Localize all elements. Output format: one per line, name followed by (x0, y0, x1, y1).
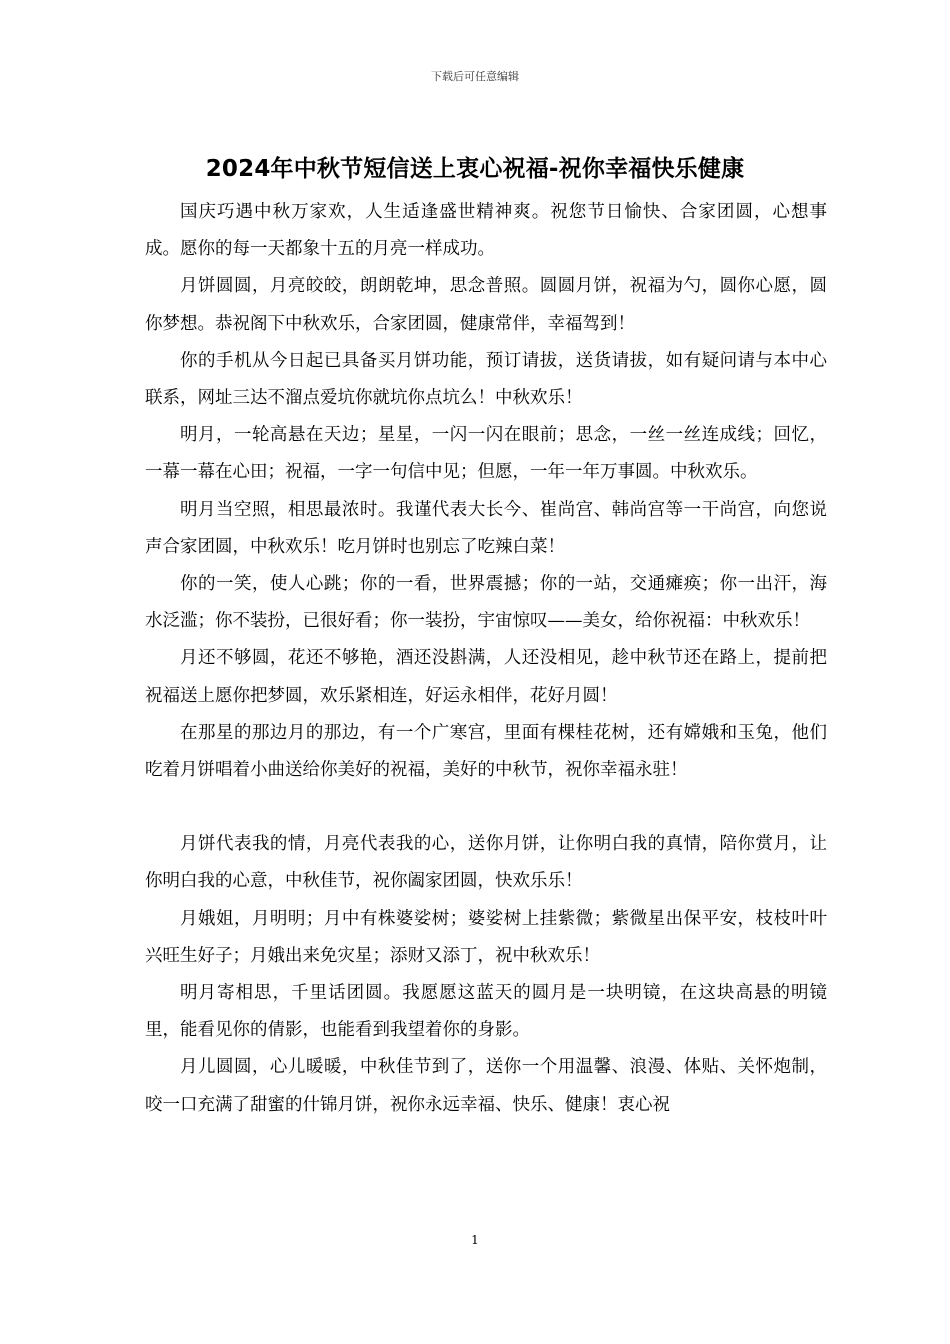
document-body (145, 194, 827, 1124)
paragraph-9: 月饼代表我的情，月亮代表我的心，送你月饼，让你明白我的真情，陪你赏月，让你明白我的心意，中秋佳节，祝你阖家团圆，快欢乐乐！ (145, 834, 827, 892)
paragraph-1: 国庆巧遇中秋万家欢，人生适逢盛世精神爽。祝您节日愉快、合家团圆，心想事成。愿你的每一天都象十五的月亮一样成功。 (145, 202, 827, 260)
paragraph-10: 月娥姐，月明明；月中有株婆娑树；婆娑树上挂紫微；紫微星出保平安，枝枝叶叶兴旺生好子；月娥出来免灾星；添财又添丁，祝中秋欢乐！ (145, 908, 827, 966)
document-title: 2024年中秋节短信送上衷心祝福-祝你幸福快乐健康 (205, 156, 745, 182)
paragraph-7: 月还不够圆，花还不够艳，酒还没斟满，人还没相见，趁中秋节还在路上，提前把祝福送上愿你把梦圆，欢乐紧相连，好运永相伴，花好月圆！ (145, 648, 827, 706)
paragraph-4: 明月，一轮高悬在天边；星星，一闪一闪在眼前；思念，一丝一丝连成线；回忆，一幕一幕在心田；祝福，一字一句信中见；但愿，一年一年万事圆。中秋欢乐。 (145, 425, 827, 483)
paragraph-6: 你的一笑，使人心跳；你的一看，世界震撼；你的一站，交通瘫痪；你一出汗，海水泛滥；你不装扮，已很好看；你一装扮，宇宙惊叹——美女，给你祝福：中秋欢乐！ (145, 574, 827, 632)
paragraph-12: 月儿圆圆，心儿暖暖，中秋佳节到了，送你一个用温馨、浪漫、体贴、关怀炮制，咬一口充满了甜蜜的什锦月饼，祝你永远幸福、快乐、健康！衷心祝 (145, 1057, 827, 1115)
paragraph-11: 明月寄相思，千里话团圆。我愿愿这蓝天的圆月是一块明镜，在这块高悬的明镜里，能看见你的倩影，也能看到我望着你的身影。 (145, 983, 827, 1041)
paragraph-2: 月饼圆圆，月亮皎皎，朗朗乾坤，思念普照。圆圆月饼，祝福为勺，圆你心愿，圆你梦想。恭祝阁下中秋欢乐，合家团圆，健康常伴，幸福驾到！ (145, 276, 827, 334)
paragraph-3: 你的手机从今日起已具备买月饼功能，预订请拔，送货请拔，如有疑问请与本中心联系，网址三达不溜点爱坑你就坑你点坑么！中秋欢乐！ (145, 350, 827, 409)
paragraph-5: 明月当空照，相思最浓时。我谨代表大长今、崔尚宫、韩尚宫等一干尚宫，向您说声合家团圆，中秋欢乐！吃月饼时也别忘了吃辣白菜！ (145, 499, 827, 557)
paragraph-8: 在那星的那边月的那边，有一个广寒宫，里面有棵桂花树，还有嫦娥和玉兔，他们吃着月饼唱着小曲送给你美好的祝福，美好的中秋节，祝你幸福永驻！ (145, 722, 827, 781)
page-number: 1 (471, 1233, 479, 1247)
header-note: 下载后可任意编辑 (431, 70, 519, 83)
